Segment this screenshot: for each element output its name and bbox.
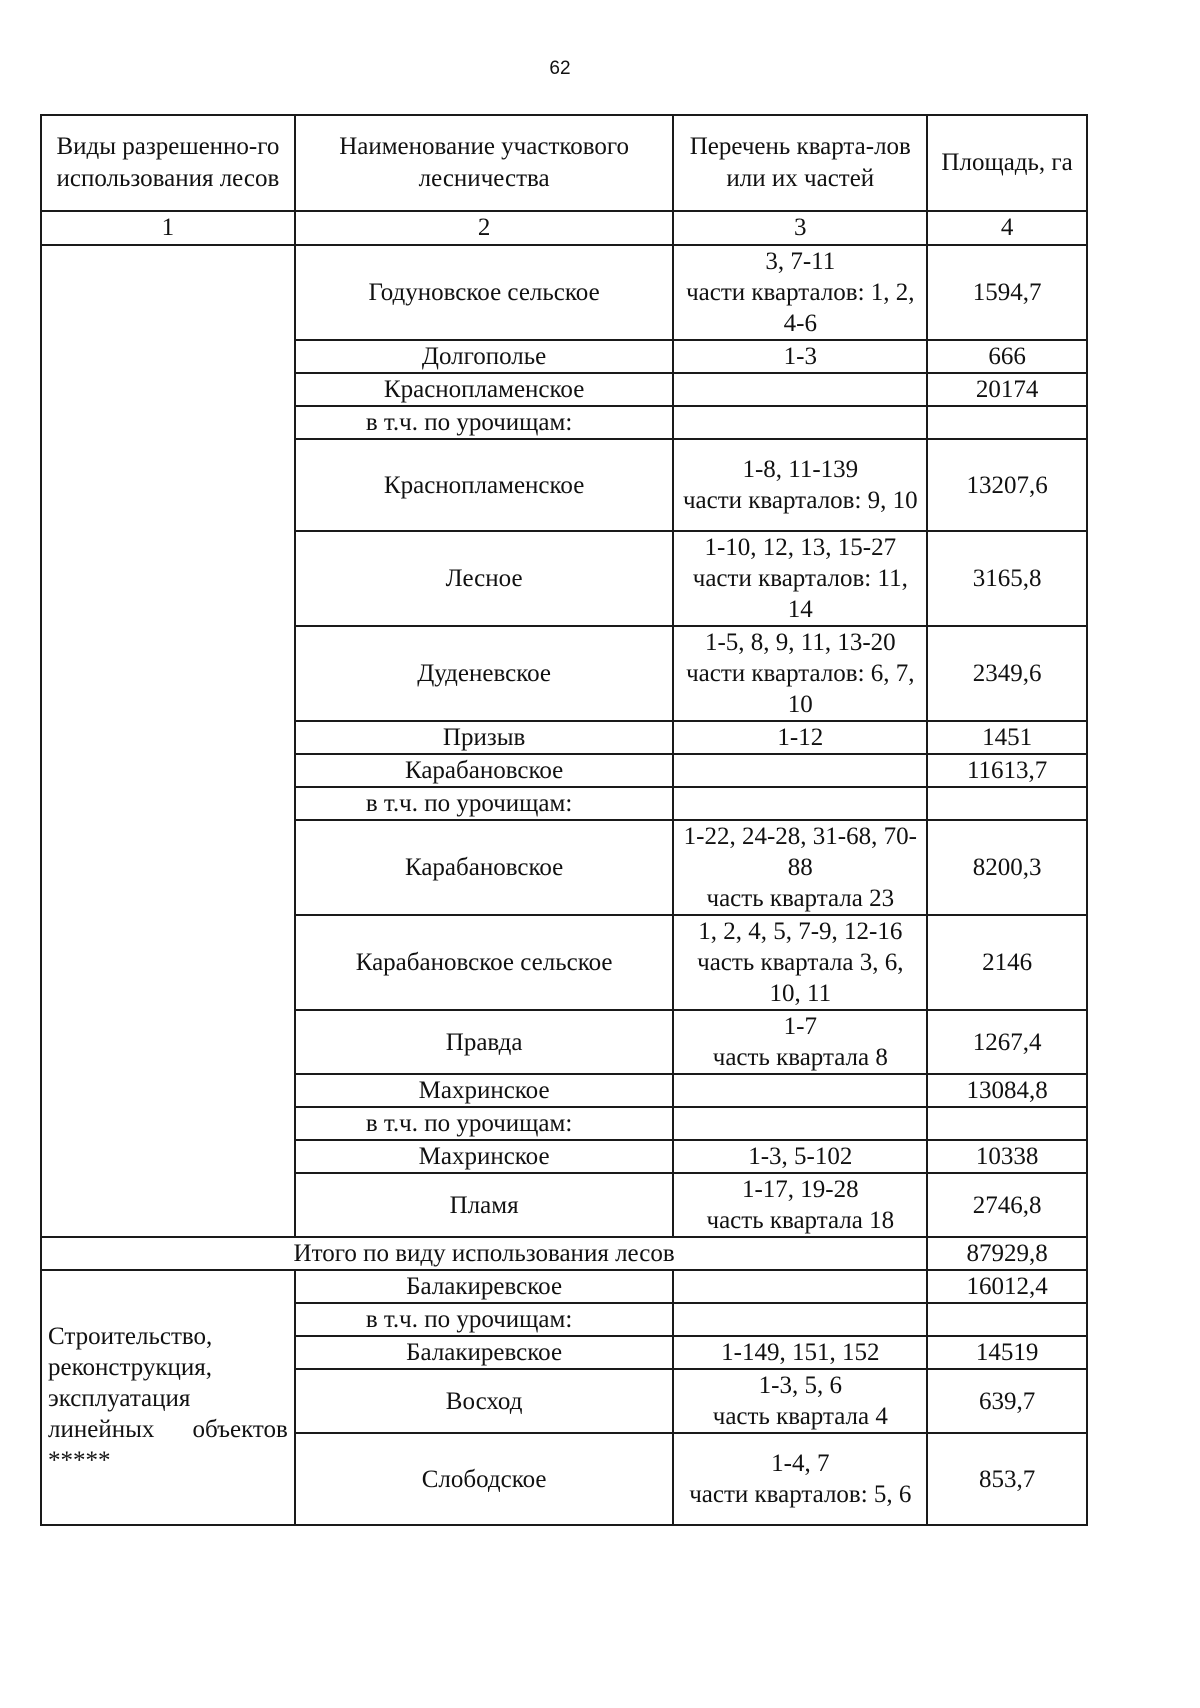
quarters-list: 1, 2, 4, 5, 7-9, 12-16 часть квартала 3, 6, 10, 11 [673, 915, 927, 1010]
forestry-name: Краснопламенское [295, 373, 674, 406]
forestry-name: Балакиревское [295, 1270, 674, 1303]
area-value: 1594,7 [927, 245, 1087, 340]
forestry-name: Восход [295, 1369, 674, 1433]
quarters-list: 1-3 [673, 340, 927, 373]
area-value: 2746,8 [927, 1173, 1087, 1237]
quarters-list: 1-4, 7 части кварталов: 5, 6 [673, 1433, 927, 1525]
forestry-name: Призыв [295, 721, 674, 754]
area-value: 14519 [927, 1336, 1087, 1369]
area-value: 639,7 [927, 1369, 1087, 1433]
quarters-list: 1-12 [673, 721, 927, 754]
subsection-label: в т.ч. по урочищам: [295, 1107, 674, 1140]
forestry-name: Карабановское [295, 754, 674, 787]
use-type-cell-empty [41, 245, 295, 1237]
forest-use-table [40, 114, 1088, 1526]
quarters-list: 1-22, 24-28, 31-68, 70-88 часть квартала 23 [673, 820, 927, 915]
page-number: 62 [549, 58, 571, 79]
header-number-1: 1 [41, 211, 295, 245]
forestry-name: Махринское [295, 1140, 674, 1173]
header-use-type: Виды разрешенно-го использования лесов [41, 115, 295, 211]
area-value: 13084,8 [927, 1074, 1087, 1107]
area-value: 853,7 [927, 1433, 1087, 1525]
area-value: 1451 [927, 721, 1087, 754]
subsection-label: в т.ч. по урочищам: [295, 787, 674, 820]
quarters-list: 1-3, 5-102 [673, 1140, 927, 1173]
quarters-list: 3, 7-11 части кварталов: 1, 2, 4-6 [673, 245, 927, 340]
area-value: 666 [927, 340, 1087, 373]
forestry-name: Правда [295, 1010, 674, 1074]
quarters-list: 1-10, 12, 13, 15-27 части кварталов: 11, 14 [673, 531, 927, 626]
forestry-name: Балакиревское [295, 1336, 674, 1369]
quarters-list: 1-17, 19-28 часть квартала 18 [673, 1173, 927, 1237]
total-label: Итого по виду использования лесов [41, 1237, 927, 1270]
area-value: 16012,4 [927, 1270, 1087, 1303]
quarters-list [673, 373, 927, 406]
header-row [41, 115, 1087, 211]
quarters-list: 1-8, 11-139 части кварталов: 9, 10 [673, 439, 927, 531]
area-value [927, 406, 1087, 439]
table-row [41, 245, 1087, 340]
area-value: 11613,7 [927, 754, 1087, 787]
area-value: 20174 [927, 373, 1087, 406]
subsection-label: в т.ч. по урочищам: [295, 1303, 674, 1336]
quarters-list: 1-5, 8, 9, 11, 13-20 части кварталов: 6, 7, 10 [673, 626, 927, 721]
area-value: 3165,8 [927, 531, 1087, 626]
forestry-name: Дуденевское [295, 626, 674, 721]
forestry-name: Годуновское сельское [295, 245, 674, 340]
subsection-label: в т.ч. по урочищам: [295, 406, 674, 439]
area-value [927, 1303, 1087, 1336]
quarters-list [673, 406, 927, 439]
header-quarters-list: Перечень кварта-лов или их частей [673, 115, 927, 211]
forestry-name: Пламя [295, 1173, 674, 1237]
forestry-name: Слободское [295, 1433, 674, 1525]
quarters-list [673, 1074, 927, 1107]
area-value: 10338 [927, 1140, 1087, 1173]
header-number-4: 4 [927, 211, 1087, 245]
quarters-list [673, 754, 927, 787]
total-area: 87929,8 [927, 1237, 1087, 1270]
forestry-name: Карабановское сельское [295, 915, 674, 1010]
area-value [927, 787, 1087, 820]
forestry-name: Краснопламенское [295, 439, 674, 531]
header-forestry-name: Наименование участкового лесничества [295, 115, 674, 211]
quarters-list [673, 787, 927, 820]
forestry-name: Долгополье [295, 340, 674, 373]
header-number-3: 3 [673, 211, 927, 245]
quarters-list [673, 1270, 927, 1303]
quarters-list [673, 1303, 927, 1336]
total-row [41, 1237, 1087, 1270]
quarters-list: 1-3, 5, 6 часть квартала 4 [673, 1369, 927, 1433]
area-value: 1267,4 [927, 1010, 1087, 1074]
quarters-list [673, 1107, 927, 1140]
quarters-list: 1-7 часть квартала 8 [673, 1010, 927, 1074]
header-number-2: 2 [295, 211, 674, 245]
area-value: 2146 [927, 915, 1087, 1010]
area-value: 8200,3 [927, 820, 1087, 915]
forestry-name: Махринское [295, 1074, 674, 1107]
header-number-row [41, 211, 1087, 245]
area-value: 2349,6 [927, 626, 1087, 721]
forestry-name: Карабановское [295, 820, 674, 915]
area-value: 13207,6 [927, 439, 1087, 531]
header-area: Площадь, га [927, 115, 1087, 211]
area-value [927, 1107, 1087, 1140]
use-type-cell: Строительство, реконструкция, эксплуатация линейных объектов ***** [41, 1270, 295, 1525]
table-row [41, 1270, 1087, 1303]
forestry-name: Лесное [295, 531, 674, 626]
quarters-list: 1-149, 151, 152 [673, 1336, 927, 1369]
